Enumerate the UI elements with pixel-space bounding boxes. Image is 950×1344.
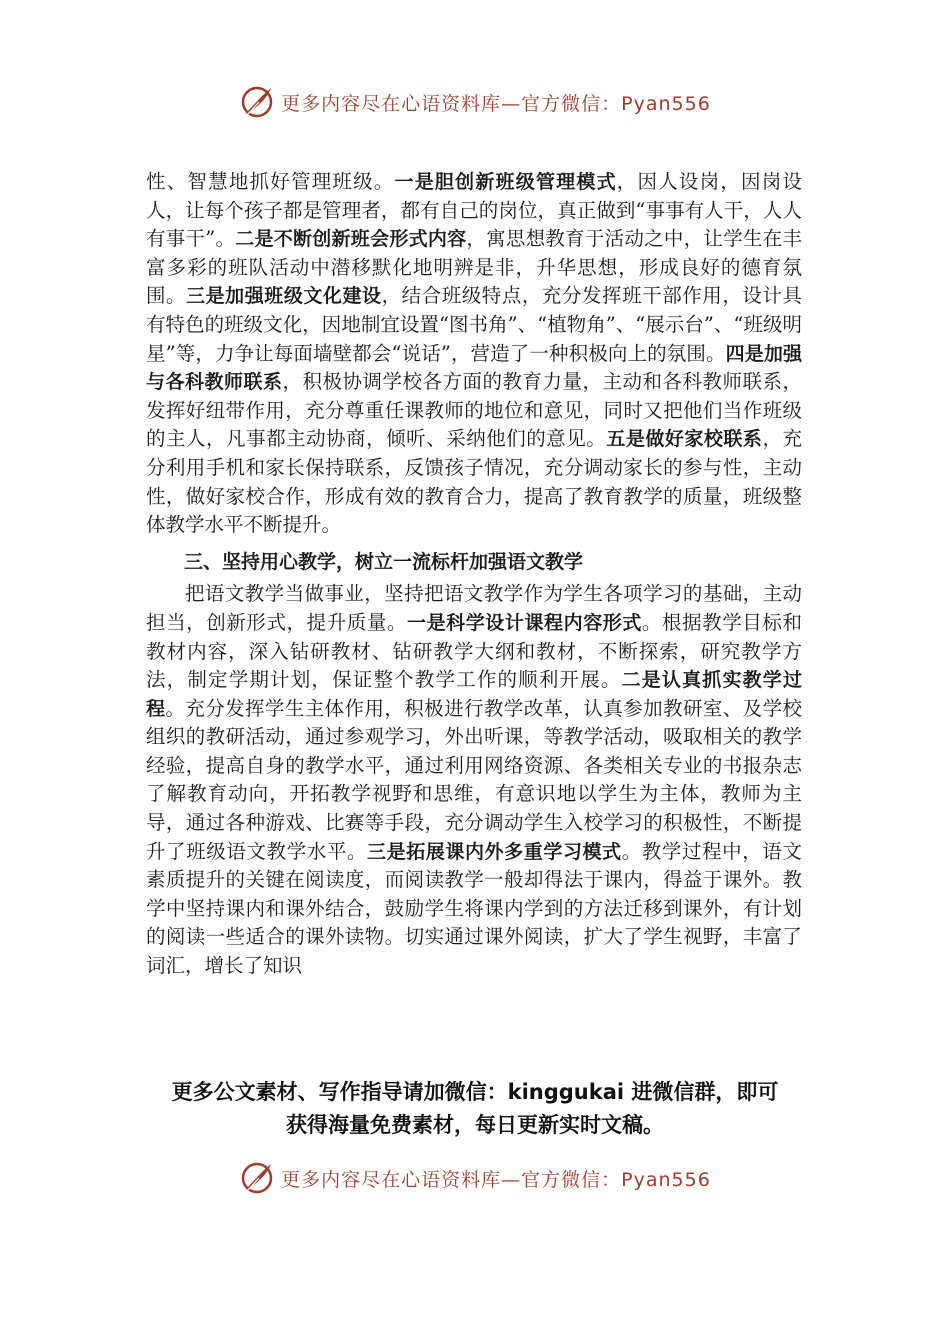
promo-line-2: 获得海量免费素材，每日更新实时文稿。	[286, 1113, 664, 1137]
footer-wechat-id: Pyan556	[621, 1168, 711, 1191]
paragraph-class-management: 性、智慧地抓好管理班级。一是胆创新班级管理模式，因人设岗，因岗设人，让每个孩子都是管理者，都有自己的岗位，真正做到“事事有人干，人人有事干”。二是不断创新班会形式内容，寓思想教育于活动之中，让学生在丰富多彩的班队活动中潜移默化地明辨是非，升华思想，形成良好的德育氛围。三是加强班级文化建设，结合班级特点，充分发挥班干部作用，设计具有特色的班级文化，因地制宜设置“图书角”、“植物角”、“展示台”、“班级明星”等，力争让每面墙壁都会“说话”，营造了一种积极向上的氛围。四是加强与各科教师联系，积极协调学校各方面的教育力量，主动和各科教师联系，发挥好纽带作用，充分尊重任课教师的地位和意见，同时又把他们当作班级的主人，凡事都主动协商，倾听、采纳他们的意见。五是做好家校联系，充分利用手机和家长保持联系，反馈孩子情况，充分调动家长的参与性，主动性，做好家校合作，形成有效的教育合力，提高了教育教学的质量，班级整体教学水平不断提升。	[146, 170, 802, 537]
quill-logo-icon	[239, 1160, 275, 1196]
promo-line-1: 更多公文素材、写作指导请加微信：kinggukai 进微信群，即可	[171, 1080, 779, 1104]
paragraph-chinese-teaching: 把语文教学当做事业，坚持把语文教学作为学生各项学习的基础，主动担当，创新形式，提升质量。一是科学设计课程内容形式。根据教学目标和教材内容，深入钻研教材、钻研教学大纲和教材，不断探索，研究教学方法，制定学期计划，保证整个教学工作的顺利开展。二是认真抓实教学过程。充分发挥学生主体作用，积极进行教学改革，认真参加教研室、及学校组织的教研活动，通过参观学习，外出听课，等教学活动，吸取相关的教学经验，提高自身的教学水平，通过利用网络资源、各类相关专业的书报杂志了解教育动向，开拓教学视野和思维，有意识地以学生为主体，教师为主导，通过各种游戏、比赛等手段，充分调动学生入校学习的积极性，不断提升了班级语文教学水平。三是拓展课内外多重学习模式。教学过程中，语文素质提升的关键在阅读度，而阅读教学一般却得法于课内，得益于课外。教学中坚持课内和课外结合，鼓励学生将课内学到的方法迁移到课外，有计划的阅读一些适合的课外读物。切实通过课外阅读，扩大了学生视野，丰富了词汇，增长了知识	[146, 582, 802, 978]
header-banner	[0, 80, 950, 124]
promo-text	[130, 1076, 820, 1142]
document-body	[146, 168, 802, 981]
footer-banner	[0, 1156, 950, 1200]
section-heading: 三、坚持用心教学，树立一流标杆加强语文教学	[184, 550, 584, 573]
header-banner-text: 更多内容尽在心语资料库—官方微信：Pyan556	[281, 92, 711, 115]
quill-logo-icon	[239, 84, 275, 120]
header-wechat-id: Pyan556	[621, 92, 711, 115]
footer-banner-text: 更多内容尽在心语资料库—官方微信：Pyan556	[281, 1168, 711, 1191]
